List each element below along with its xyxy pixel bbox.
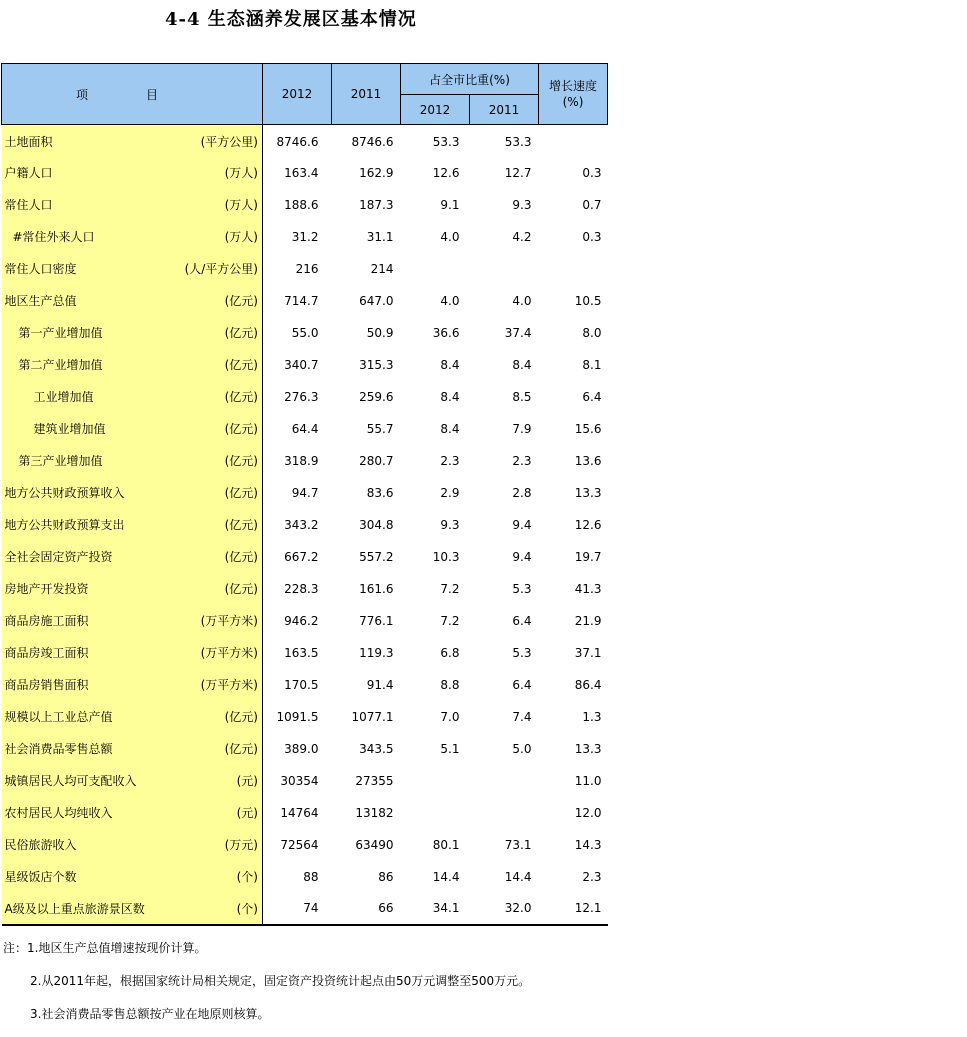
- row-label-cell: [2, 861, 263, 893]
- value-2011: 161.6: [359, 581, 394, 596]
- share-2011: 2.3: [512, 453, 532, 468]
- share-2011: 37.4: [504, 325, 532, 340]
- header-growth: [539, 64, 608, 125]
- value-2011: 91.4: [366, 677, 394, 692]
- row-unit: (亿元): [224, 326, 258, 340]
- share-2011: 9.4: [512, 549, 532, 564]
- row-unit: (万人): [224, 166, 258, 180]
- row-name: 民俗旅游收入: [4, 838, 77, 852]
- row-label-cell: [2, 733, 263, 765]
- growth-rate: 8.1: [582, 357, 602, 372]
- row-name: 户籍人口: [4, 166, 53, 180]
- row-label-cell: [2, 893, 263, 925]
- row-unit: (亿元): [224, 294, 258, 308]
- value-2011: 119.3: [359, 645, 394, 660]
- table-body: [2, 125, 608, 925]
- row-name: 星级饭店个数: [4, 870, 77, 884]
- value-2012: 667.2: [284, 549, 319, 564]
- row-unit: (亿元): [224, 742, 258, 756]
- row-unit: (亿元): [224, 710, 258, 724]
- row-name: 商品房施工面积: [4, 614, 89, 628]
- growth-rate: 6.4: [582, 389, 602, 404]
- share-2011: 9.4: [512, 517, 532, 532]
- value-2012: 276.3: [284, 389, 319, 404]
- growth-rate: 19.7: [574, 549, 602, 564]
- row-label-cell: [2, 381, 263, 413]
- share-2011: 32.0: [470, 893, 539, 925]
- share-2011: 8.5: [512, 389, 532, 404]
- table-row: [2, 701, 608, 733]
- row-unit: (亿元): [224, 358, 258, 372]
- header-2011: 2011: [332, 64, 401, 125]
- growth-rate: 0.3: [582, 165, 602, 180]
- row-name: 地方公共财政预算支出: [4, 518, 125, 532]
- row-name: 商品房销售面积: [4, 678, 89, 692]
- row-unit: (元): [236, 806, 258, 820]
- growth-rate: [539, 125, 608, 157]
- value-2011: 13182: [355, 805, 394, 820]
- value-2011: 304.8: [359, 517, 394, 532]
- share-2011: 4.0: [512, 293, 532, 308]
- value-2012: 228.3: [284, 581, 319, 596]
- table-row: [2, 509, 608, 541]
- row-name: 商品房竣工面积: [4, 646, 89, 660]
- row-unit: (万平方米): [200, 646, 258, 660]
- row-label-cell: [2, 509, 263, 541]
- row-label-cell: [2, 221, 263, 253]
- share-2011: 73.1: [504, 837, 532, 852]
- growth-rate: 2.3: [582, 869, 602, 884]
- row-name: 房地产开发投资: [4, 582, 89, 596]
- table-row: [2, 765, 608, 797]
- table-row: [2, 861, 608, 893]
- value-2012: 188.6: [284, 197, 319, 212]
- header-share-2012: 2012: [401, 95, 470, 125]
- table-row: [2, 413, 608, 445]
- growth-rate: [539, 253, 608, 285]
- row-unit: (个): [236, 870, 258, 884]
- row-name: 社会消费品零售总额: [4, 742, 113, 756]
- header-item: [2, 64, 263, 125]
- value-2012: 74: [263, 893, 332, 925]
- value-2011: 86: [378, 869, 394, 884]
- growth-rate: 13.3: [574, 741, 602, 756]
- row-label-cell: [2, 605, 263, 637]
- table-row: [2, 317, 608, 349]
- table-row: [2, 253, 608, 285]
- row-unit: (万平方米): [200, 678, 258, 692]
- value-2011: 315.3: [359, 357, 394, 372]
- value-2012: 55.0: [291, 325, 319, 340]
- share-2011: 5.0: [512, 741, 532, 756]
- growth-rate: 12.0: [574, 805, 602, 820]
- growth-rate: 12.6: [574, 517, 602, 532]
- row-name: 第三产业增加值: [18, 454, 103, 468]
- value-2012: 163.5: [284, 645, 319, 660]
- value-2011: 557.2: [359, 549, 394, 564]
- value-2011: 83.6: [366, 485, 394, 500]
- share-2012: 12.6: [432, 165, 460, 180]
- table-row: [2, 189, 608, 221]
- row-label-cell: [2, 157, 263, 189]
- value-2012: 8746.6: [276, 134, 319, 149]
- growth-rate: 13.3: [574, 485, 602, 500]
- share-2012: 10.3: [432, 549, 460, 564]
- table-row: [2, 477, 608, 509]
- row-label-cell: [2, 541, 263, 573]
- value-2012: 72564: [280, 837, 319, 852]
- footnotes: [3, 938, 703, 1037]
- value-2011: 259.6: [359, 389, 394, 404]
- page-title: 4-4 生态涵养发展区基本情况: [165, 9, 417, 30]
- growth-rate: 21.9: [574, 613, 602, 628]
- table-row: [2, 797, 608, 829]
- share-2011: 7.4: [512, 709, 532, 724]
- value-2011: 214: [370, 261, 394, 276]
- row-unit: (万人): [224, 230, 258, 244]
- growth-rate: 1.3: [582, 709, 602, 724]
- value-2012: 170.5: [284, 677, 319, 692]
- value-2012: 88: [303, 869, 319, 884]
- share-2012: 7.0: [440, 709, 460, 724]
- value-2011: 50.9: [366, 325, 394, 340]
- row-label-cell: [2, 829, 263, 861]
- share-2011: 4.2: [512, 229, 532, 244]
- row-unit: (亿元): [224, 518, 258, 532]
- row-unit: (平方公里): [200, 135, 258, 150]
- header-growth-label: 增长速度: [548, 79, 597, 93]
- share-2011: 6.4: [512, 677, 532, 692]
- growth-rate: 37.1: [574, 645, 602, 660]
- row-label-cell: [2, 413, 263, 445]
- share-2012: 14.4: [432, 869, 460, 884]
- row-label-cell: [2, 445, 263, 477]
- share-2012: 8.4: [440, 421, 460, 436]
- share-2012: 36.6: [432, 325, 460, 340]
- share-2011: [470, 253, 539, 285]
- row-unit: (亿元): [224, 550, 258, 564]
- table-row: [2, 605, 608, 637]
- row-label-cell: [2, 669, 263, 701]
- row-unit: (万平方米): [200, 614, 258, 628]
- row-name: A级及以上重点旅游景区数: [4, 901, 145, 916]
- row-unit: (亿元): [224, 422, 258, 436]
- row-label-cell: [2, 349, 263, 381]
- share-2012: [401, 253, 470, 285]
- share-2012: 2.9: [440, 485, 460, 500]
- value-2012: 318.9: [284, 453, 319, 468]
- share-2011: 7.9: [512, 421, 532, 436]
- row-label-cell: [2, 637, 263, 669]
- value-2011: 776.1: [359, 613, 394, 628]
- value-2011: 63490: [355, 837, 394, 852]
- growth-rate: 10.5: [574, 293, 602, 308]
- table-row: [2, 573, 608, 605]
- value-2012: 714.7: [284, 293, 319, 308]
- value-2012: 163.4: [284, 165, 319, 180]
- row-name: #常住外来人口: [12, 230, 95, 244]
- header-growth-unit: (%): [562, 95, 584, 109]
- value-2012: 946.2: [284, 613, 319, 628]
- value-2012: 389.0: [284, 741, 319, 756]
- share-2012: 5.1: [440, 741, 460, 756]
- share-2011: 5.3: [512, 645, 532, 660]
- row-name: 地区生产总值: [4, 294, 77, 308]
- table-row: [2, 733, 608, 765]
- growth-rate: 0.7: [582, 197, 602, 212]
- statistics-table: [1, 63, 608, 926]
- share-2011: 8.4: [512, 357, 532, 372]
- value-2011: 647.0: [359, 293, 394, 308]
- share-2011: 6.4: [512, 613, 532, 628]
- row-unit: (亿元): [224, 454, 258, 468]
- header-item-char1: 项: [75, 87, 88, 102]
- share-2012: 6.8: [440, 645, 460, 660]
- value-2011: 31.1: [366, 229, 394, 244]
- row-name: 土地面积: [4, 135, 53, 150]
- share-2012: 8.4: [440, 389, 460, 404]
- row-name: 规模以上工业总产值: [4, 710, 113, 724]
- value-2012: 30354: [280, 773, 319, 788]
- header-share-2011: 2011: [470, 95, 539, 125]
- row-name: 城镇居民人均可支配收入: [4, 774, 137, 788]
- share-2011: 53.3: [504, 134, 532, 149]
- share-2011: [470, 797, 539, 829]
- table-row: [2, 381, 608, 413]
- row-label-cell: [2, 701, 263, 733]
- row-label-cell: [2, 317, 263, 349]
- header-share: 占全市比重(%): [401, 64, 539, 95]
- row-unit: (个): [236, 901, 258, 916]
- growth-rate: 41.3: [574, 581, 602, 596]
- row-name: 农村居民人均纯收入: [4, 806, 113, 820]
- value-2012: 216: [295, 261, 319, 276]
- footnote-1: 注：1.地区生产总值增速按现价计算。: [3, 941, 207, 955]
- value-2011: 55.7: [366, 421, 394, 436]
- value-2012: 14764: [280, 805, 319, 820]
- share-2012: 4.0: [440, 293, 460, 308]
- growth-rate: 15.6: [574, 421, 602, 436]
- row-name: 地方公共财政预算收入: [4, 486, 125, 500]
- row-label-cell: [2, 573, 263, 605]
- share-2012: 53.3: [432, 134, 460, 149]
- growth-rate: 8.0: [582, 325, 602, 340]
- growth-rate: 0.3: [582, 229, 602, 244]
- row-name: 建筑业增加值: [33, 422, 106, 436]
- row-unit: (元): [236, 774, 258, 788]
- share-2012: 9.3: [440, 517, 460, 532]
- row-unit: (万人): [224, 198, 258, 212]
- value-2012: 343.2: [284, 517, 319, 532]
- row-label-cell: [2, 285, 263, 317]
- table-row: [2, 221, 608, 253]
- value-2011: 280.7: [359, 453, 394, 468]
- row-unit: (亿元): [224, 486, 258, 500]
- header-2012: 2012: [263, 64, 332, 125]
- growth-rate: 13.6: [574, 453, 602, 468]
- share-2012: 34.1: [401, 893, 470, 925]
- row-name: 第一产业增加值: [18, 326, 103, 340]
- value-2012: 1091.5: [276, 709, 319, 724]
- value-2012: 64.4: [291, 421, 319, 436]
- table-row: [2, 541, 608, 573]
- row-unit: (亿元): [224, 582, 258, 596]
- value-2011: 1077.1: [351, 709, 394, 724]
- growth-rate: 12.1: [539, 893, 608, 925]
- value-2011: 187.3: [359, 197, 394, 212]
- share-2011: 2.8: [512, 485, 532, 500]
- table-row: [2, 445, 608, 477]
- row-label-cell: [2, 253, 263, 285]
- row-label-cell: [2, 477, 263, 509]
- value-2011: 162.9: [359, 165, 394, 180]
- row-name: 常住人口: [4, 198, 53, 212]
- growth-rate: 11.0: [574, 773, 602, 788]
- share-2011: 9.3: [512, 197, 532, 212]
- table-row: [2, 669, 608, 701]
- table-row: [2, 125, 608, 157]
- table-row: [2, 285, 608, 317]
- share-2012: 8.8: [440, 677, 460, 692]
- value-2012: 340.7: [284, 357, 319, 372]
- value-2012: 31.2: [291, 229, 319, 244]
- row-unit: (人/平方公里): [184, 262, 258, 276]
- value-2012: 94.7: [291, 485, 319, 500]
- growth-rate: 86.4: [574, 677, 602, 692]
- share-2012: [401, 765, 470, 797]
- share-2012: 2.3: [440, 453, 460, 468]
- row-name: 第二产业增加值: [18, 358, 103, 372]
- value-2011: 66: [332, 893, 401, 925]
- table-row: [2, 893, 608, 925]
- share-2012: 8.4: [440, 357, 460, 372]
- row-unit: (万元): [224, 838, 258, 852]
- table-row: [2, 637, 608, 669]
- share-2011: 12.7: [504, 165, 532, 180]
- share-2012: 4.0: [440, 229, 460, 244]
- table-row: [2, 157, 608, 189]
- share-2011: [470, 765, 539, 797]
- row-name: 全社会固定资产投资: [4, 550, 113, 564]
- footnote-2: 2.从2011年起，根据国家统计局相关规定，固定资产投资统计起点由50万元调整至500万元。: [30, 974, 531, 988]
- value-2011: 8746.6: [351, 134, 394, 149]
- share-2012: 9.1: [440, 197, 460, 212]
- footnote-3: 3.社会消费品零售总额按产业在地原则核算。: [30, 1007, 270, 1021]
- table-header: [2, 64, 608, 125]
- row-label-cell: [2, 189, 263, 221]
- share-2011: 14.4: [504, 869, 532, 884]
- table-row: [2, 829, 608, 861]
- row-label-cell: [2, 797, 263, 829]
- growth-rate: 14.3: [574, 837, 602, 852]
- row-name: 工业增加值: [33, 390, 94, 404]
- table-row: [2, 349, 608, 381]
- row-label-cell: [2, 125, 263, 157]
- share-2012: 7.2: [440, 581, 460, 596]
- share-2011: 5.3: [512, 581, 532, 596]
- row-label-cell: [2, 765, 263, 797]
- share-2012: [401, 797, 470, 829]
- value-2011: 27355: [355, 773, 394, 788]
- value-2011: 343.5: [359, 741, 394, 756]
- row-unit: (亿元): [224, 390, 258, 404]
- share-2012: 7.2: [440, 613, 460, 628]
- row-name: 常住人口密度: [4, 262, 77, 276]
- header-item-char2: 目: [146, 87, 159, 102]
- share-2012: 80.1: [432, 837, 460, 852]
